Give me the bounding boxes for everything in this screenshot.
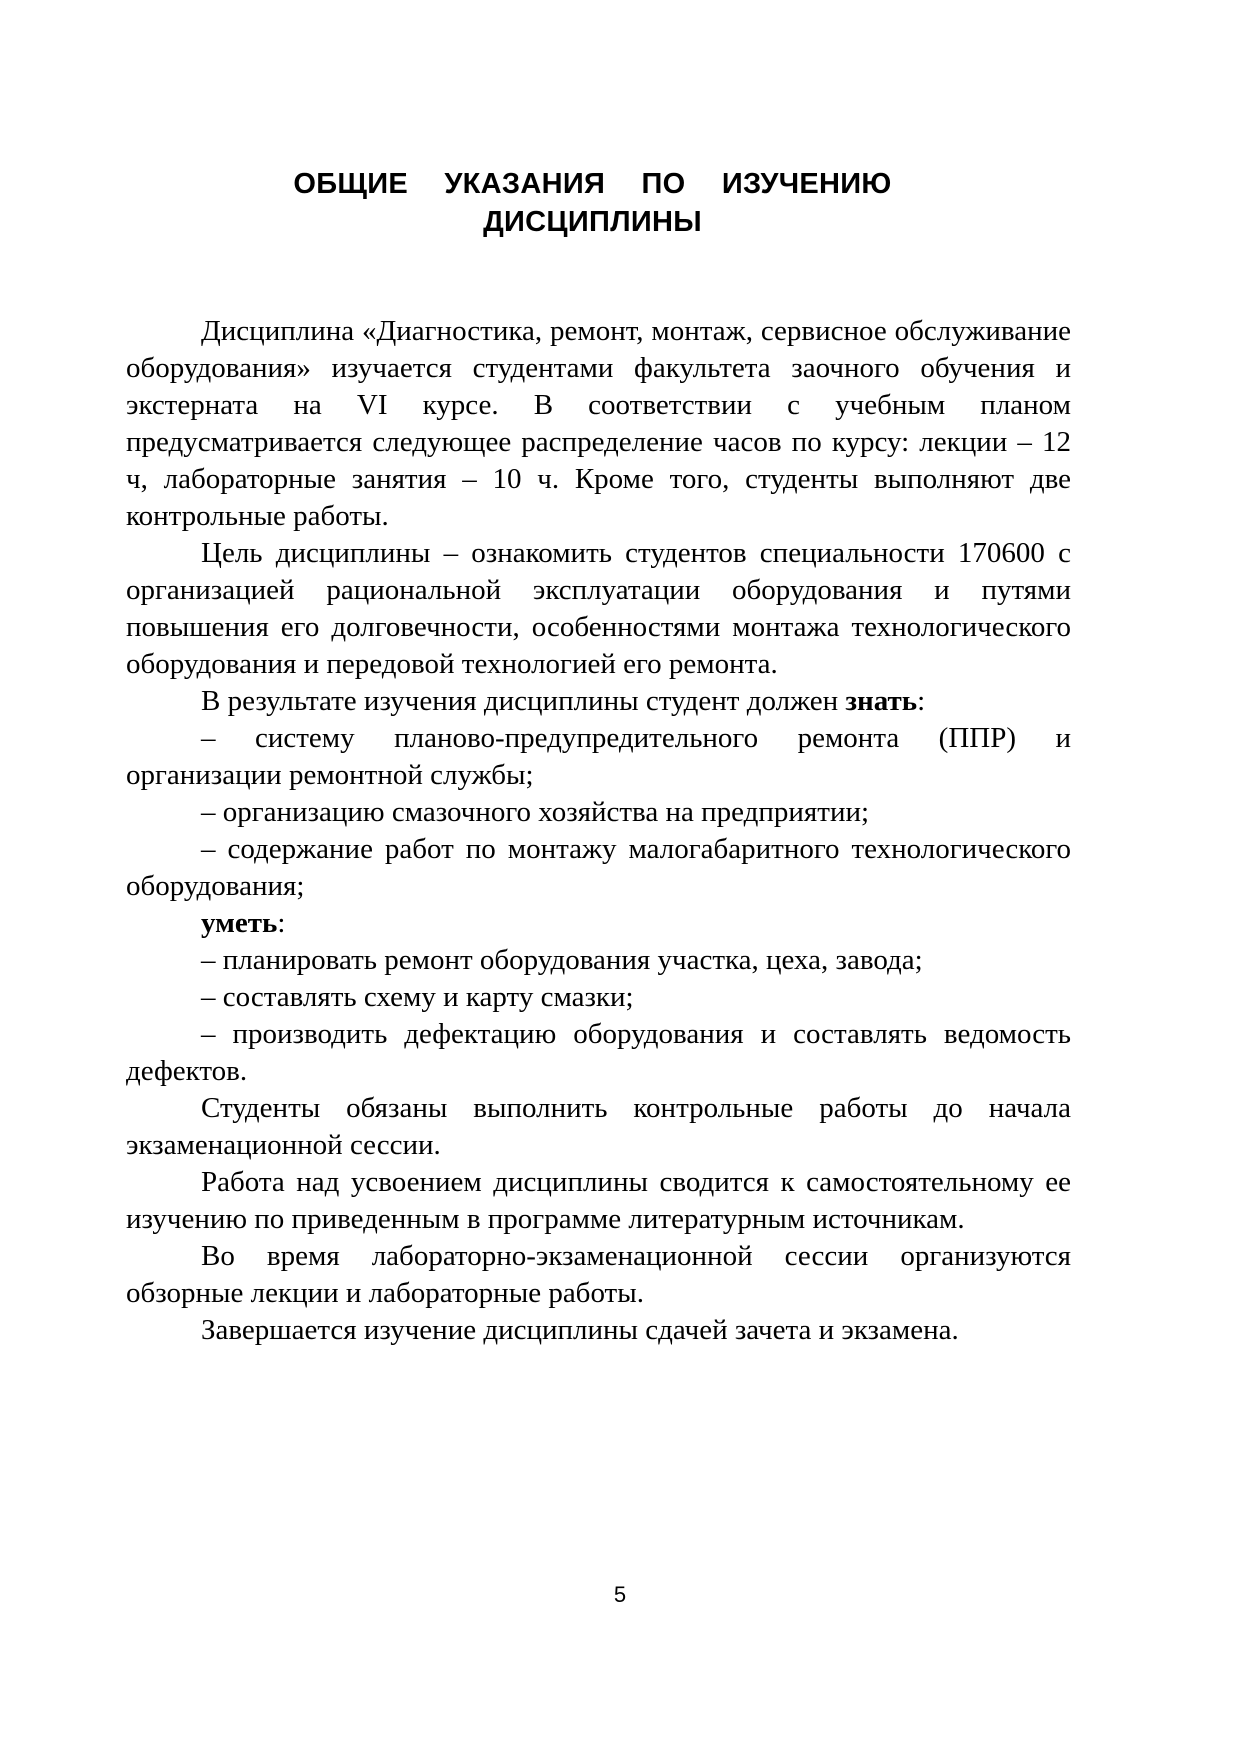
paragraph-discipline-goal: Цель дисциплины – ознакомить студентов специальности 170600 с организацией рациональной эксплуатации оборудования и путями повышения его долговечности, особенностями монтажа технологического оборудования и передовой технологией его ремонта. — [126, 537, 1071, 680]
keyword-can: уметь — [201, 907, 278, 939]
list-item-can-1: – планировать ремонт оборудования участка, цеха, завода; — [201, 944, 923, 976]
must-can-colon: : — [277, 907, 286, 939]
list-item-know-3: – содержание работ по монтажу малогабаритного технологического оборудования; — [126, 833, 1071, 902]
section-title-line-2: ДИСЦИПЛИНЫ — [483, 206, 702, 238]
section-title-line-1: ОБЩИЕ УКАЗАНИЯ ПО ИЗУЧЕНИЮ — [293, 168, 892, 200]
paragraph-session: Во время лабораторно-экзаменационной сессии организуются обзорные лекции и лабораторные работы. — [126, 1240, 1071, 1309]
paragraph-completion: Завершается изучение дисциплины сдачей зачета и экзамена. — [201, 1314, 959, 1346]
paragraph-must-can-lead — [126, 905, 1071, 942]
must-know-colon: : — [917, 685, 926, 717]
must-know-lead-text: В результате изучения дисциплины студент должен — [201, 685, 846, 717]
list-item-can-2: – составлять схему и карту смазки; — [201, 981, 634, 1013]
keyword-know: знать — [845, 685, 918, 717]
paragraph-self-study: Работа над усвоением дисциплины сводится к самостоятельному ее изучению по приведенным в программе литературным источникам. — [126, 1166, 1071, 1235]
body-text — [126, 313, 1071, 1349]
paragraph-must-know-lead — [126, 683, 1071, 720]
list-item-know-1: – систему планово-предупредительного ремонта (ППР) и организации ремонтной службы; — [126, 722, 1071, 791]
list-item-can-3: – производить дефектацию оборудования и составлять ведомость дефектов. — [126, 1018, 1071, 1087]
section-title — [280, 165, 905, 241]
list-item-know-2: – организацию смазочного хозяйства на предприятии; — [201, 796, 870, 828]
page-number: 5 — [613, 1582, 627, 1607]
paragraph-control-works: Студенты обязаны выполнить контрольные работы до начала экзаменационной сессии. — [126, 1092, 1071, 1161]
paragraph-discipline-intro: Дисциплина «Диагностика, ремонт, монтаж, сервисное обслуживание оборудования» изучается студентами факультета заочного обучения и экстерната на VI курсе. В соответствии с учебным планом предусматривается следующее распределение часов по курсу: лекции – 12 ч, лабораторные занятия – 10 ч. Кроме того, студенты выполняют две контрольные работы. — [126, 315, 1071, 532]
